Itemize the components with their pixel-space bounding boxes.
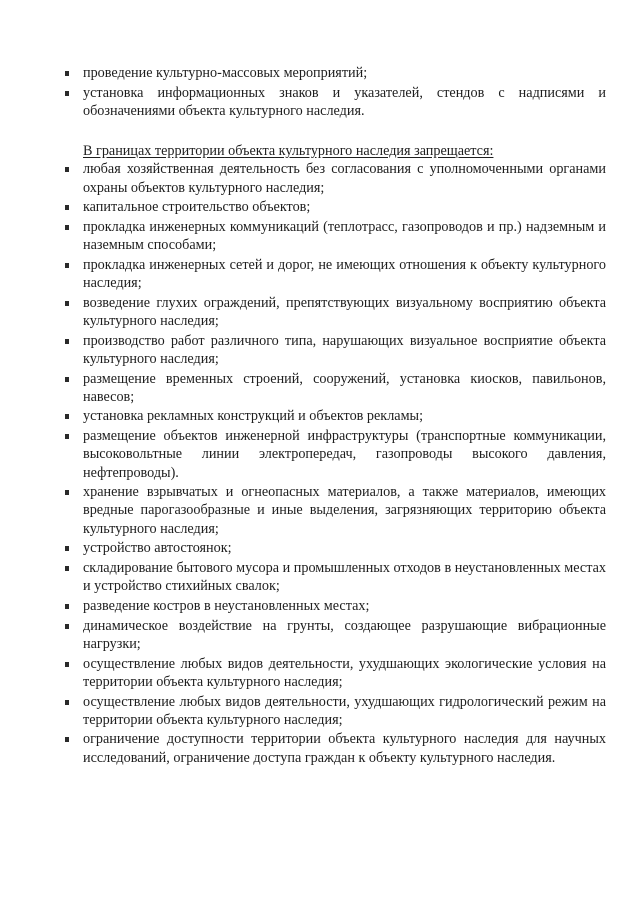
bullet-icon: [65, 377, 69, 382]
list-item-text: осуществление любых видов деятельности, ухудшающих гидрологический режим на территории объекта культурного наследия;: [83, 693, 606, 728]
list-item: [60, 256, 606, 292]
list-item: [60, 597, 606, 615]
list-item: [60, 539, 606, 557]
list-item: [60, 198, 606, 216]
list-item-text: размещение объектов инженерной инфраструктуры (транспортные коммуникации, высоковольтные линии электропередач, газопроводы высокого давления, нефтепроводы).: [83, 428, 606, 481]
list-item-text: хранение взрывчатых и огнеопасных материалов, а также материалов, имеющих вредные парогазообразные и иные выделения, загрязняющих территорию объекта культурного наследия;: [83, 484, 606, 537]
list-item-text: производство работ различного типа, нарушающих визуальное восприятие объекта культурного наследия;: [83, 332, 606, 367]
bullet-icon: [65, 700, 69, 705]
list-item-text: устройство автостоянок;: [83, 540, 232, 557]
list-item-text: проведение культурно-массовых мероприятий;: [83, 65, 368, 81]
bullet-icon: [65, 225, 69, 230]
list-item-text: ограничение доступности территории объекта культурного наследия для научных исследований, ограничение доступа граждан к объекту культурного наследия.: [83, 731, 606, 766]
list-item: [60, 559, 606, 595]
page-content: [60, 64, 606, 768]
list-item: [60, 160, 606, 196]
bullet-icon: [65, 604, 69, 609]
top-list: [60, 64, 606, 120]
bullet-icon: [65, 566, 69, 571]
list-item-text: капитальное строительство объектов;: [83, 199, 311, 216]
list-item-text: размещение временных строений, сооружений, установка киосков, павильонов, навесов;: [83, 370, 606, 405]
list-item-text: прокладка инженерных сетей и дорог, не имеющих отношения к объекту культурного наследия;: [83, 256, 606, 292]
bullet-icon: [65, 624, 69, 629]
list-item: [60, 294, 606, 330]
list-item: [60, 218, 606, 254]
list-item-text: возведение глухих ограждений, препятствующих визуальному восприятию объекта культурного наследия;: [83, 294, 606, 329]
list-item-text: прокладка инженерных коммуникаций (теплотрасс, газопроводов и пр.) надземным и наземным способами;: [83, 218, 606, 254]
list-item: [60, 483, 606, 538]
prohibited-list: [60, 160, 606, 767]
bullet-icon: [65, 301, 69, 306]
bullet-icon: [65, 263, 69, 268]
list-item: [60, 730, 606, 766]
list-item-text: любая хозяйственная деятельность без согласования с уполномоченными органами охраны объектов культурного наследия;: [83, 161, 606, 196]
bullet-icon: [65, 546, 69, 551]
list-item-text: установка рекламных конструкций и объектов рекламы;: [83, 408, 424, 425]
bullet-icon: [65, 662, 69, 667]
bullet-icon: [65, 205, 69, 210]
bullet-icon: [65, 91, 69, 96]
list-item: [60, 64, 606, 82]
list-item-text: осуществление любых видов деятельности, ухудшающих экологические условия на территории объекта культурного наследия;: [83, 655, 606, 690]
bullet-icon: [65, 339, 69, 344]
list-item: [60, 427, 606, 482]
list-item: [60, 84, 606, 120]
bullet-icon: [65, 167, 69, 172]
list-item: [60, 370, 606, 406]
bullet-icon: [65, 490, 69, 495]
list-item: [60, 407, 606, 425]
bullet-icon: [65, 71, 69, 76]
list-item-text: разведение костров в неустановленных местах;: [83, 597, 370, 614]
bullet-icon: [65, 414, 69, 419]
list-item: [60, 693, 606, 729]
bullet-icon: [65, 737, 69, 742]
list-item-text: складирование бытового мусора и промышленных отходов в неустановленных местах и устройство стихийных свалок;: [83, 560, 606, 595]
list-item: [60, 332, 606, 368]
list-item: [60, 617, 606, 653]
list-item: [60, 655, 606, 691]
list-item-text: динамическое воздействие на грунты, создающее разрушающие вибрационные нагрузки;: [83, 617, 606, 652]
bullet-icon: [65, 434, 69, 439]
list-item-text: установка информационных знаков и указателей, стендов с надписями и обозначениями объекта культурного наследия.: [83, 84, 606, 119]
section-heading: В границах территории объекта культурного наследия запрещается:: [83, 143, 494, 160]
